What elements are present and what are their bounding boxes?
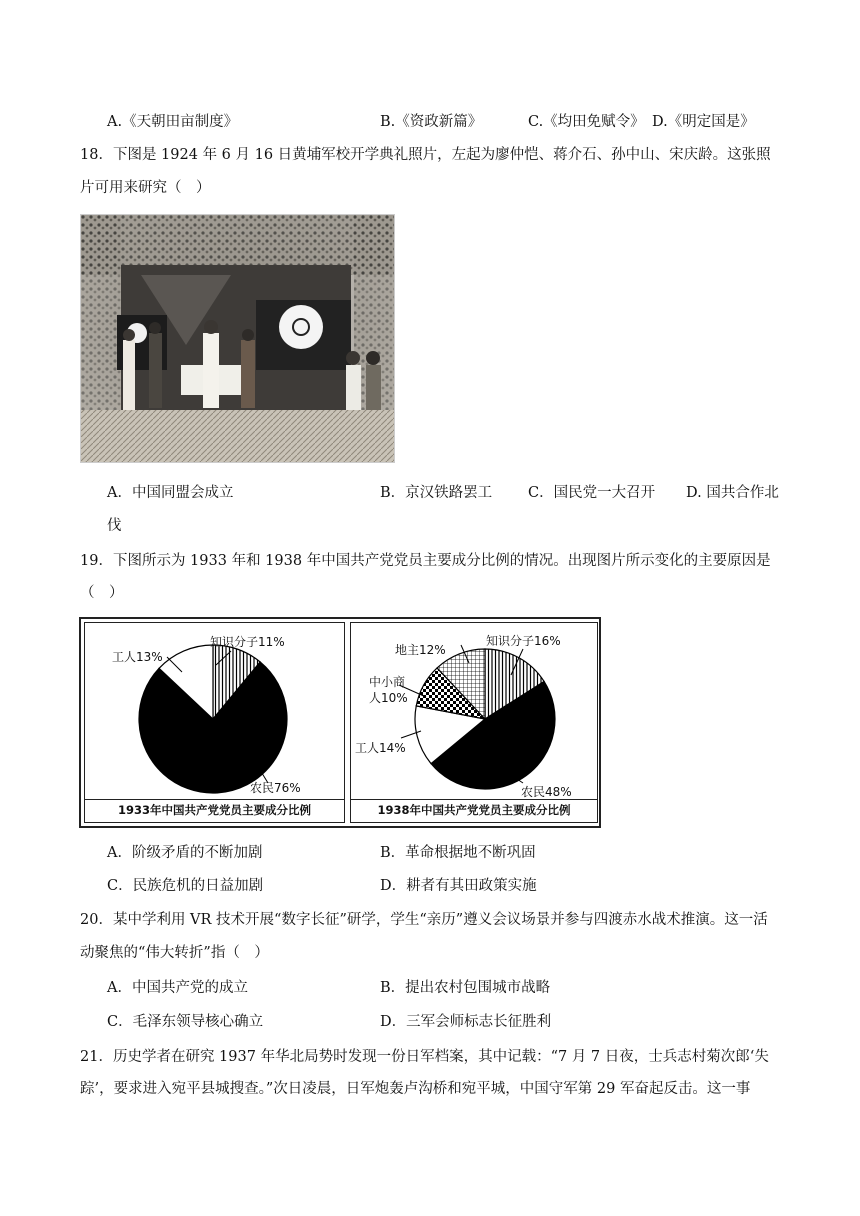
q18-option-c: C．国民党一大召开 — [528, 485, 656, 501]
q19-option-a: A．阶级矛盾的不断加剧 — [107, 845, 263, 861]
q17-option-d: D.《明定国是》 — [652, 114, 755, 130]
q20-option-c: C．毛泽东领导核心确立 — [107, 1014, 264, 1030]
q21-stem-line1: 21．历史学者在研究 1937 年华北局势时发现一份日军档案，其中记载：“7 月 7 日夜，士兵志村菊次郎‘失 — [80, 1049, 769, 1065]
q20-stem-line2: 动聚焦的“伟大转折”指（ ） — [80, 945, 269, 961]
label-1933-peasants: 农民76% — [250, 781, 301, 795]
q20-option-a: A．中国共产党的成立 — [107, 980, 248, 996]
label-1938-peasants: 农民48% — [521, 785, 572, 799]
q18-option-a: A．中国同盟会成立 — [107, 485, 234, 501]
label-1938-workers: 工人14% — [355, 741, 406, 755]
q17-option-b: B.《资政新篇》 — [380, 114, 483, 130]
chart-1938-caption: 1938年中国共产党党员主要成分比例 — [351, 799, 597, 822]
q18-option-b: B．京汉铁路罢工 — [380, 485, 493, 501]
chart-1933 — [84, 622, 345, 823]
whampoa-ceremony-photo — [80, 214, 395, 463]
party-composition-charts — [79, 617, 601, 828]
q18-stem-line2: 片可用来研究（ ） — [80, 180, 211, 196]
label-1938-intellectuals: 知识分子16% — [486, 634, 561, 648]
label-1938-merchants-1: 中小商 — [369, 675, 406, 689]
q19-stem-line2: （ ） — [80, 585, 124, 601]
q17-option-a: A.《天朝田亩制度》 — [107, 114, 239, 130]
label-1933-workers: 工人13% — [112, 650, 163, 664]
q18-option-d: D. 国共合作北 — [686, 485, 779, 501]
label-1938-landlords: 地主12% — [395, 643, 446, 657]
q19-stem-line1: 19．下图所示为 1933 年和 1938 年中国共产党党员主要成分比例的情况。出现图片所示变化的主要原因是 — [80, 553, 771, 569]
q18-option-d-cont: 伐 — [107, 518, 122, 534]
q20-stem-line1: 20．某中学利用 VR 技术开展“数字长征”研学，学生“亲历”遵义会议场景并参与四渡赤水战术推演。这一活 — [80, 912, 768, 928]
q21-stem-line2: 踪’，要求进入宛平县城搜查。”次日凌晨，日军炮轰卢沟桥和宛平城，中国守军第 29 军奋起反击。这一事 — [80, 1081, 751, 1097]
chart-1938 — [350, 622, 598, 823]
q19-option-c: C．民族危机的日益加剧 — [107, 878, 264, 894]
q19-option-d: D．耕者有其田政策实施 — [380, 878, 537, 894]
q20-option-d: D．三军会师标志长征胜利 — [380, 1014, 552, 1030]
q18-stem-line1: 18．下图是 1924 年 6 月 16 日黄埔军校开学典礼照片，左起为廖仲恺、蒋介石、孙中山、宋庆龄。这张照 — [80, 147, 771, 163]
q17-option-c: C.《均田免赋令》 — [528, 114, 645, 130]
chart-1933-caption: 1933年中国共产党党员主要成分比例 — [85, 799, 344, 822]
q19-option-b: B．革命根据地不断巩固 — [380, 845, 536, 861]
q20-option-b: B．提出农村包围城市战略 — [380, 980, 551, 996]
label-1933-intellectuals: 知识分子11% — [210, 635, 285, 649]
label-1938-merchants-2: 人10% — [369, 691, 408, 705]
